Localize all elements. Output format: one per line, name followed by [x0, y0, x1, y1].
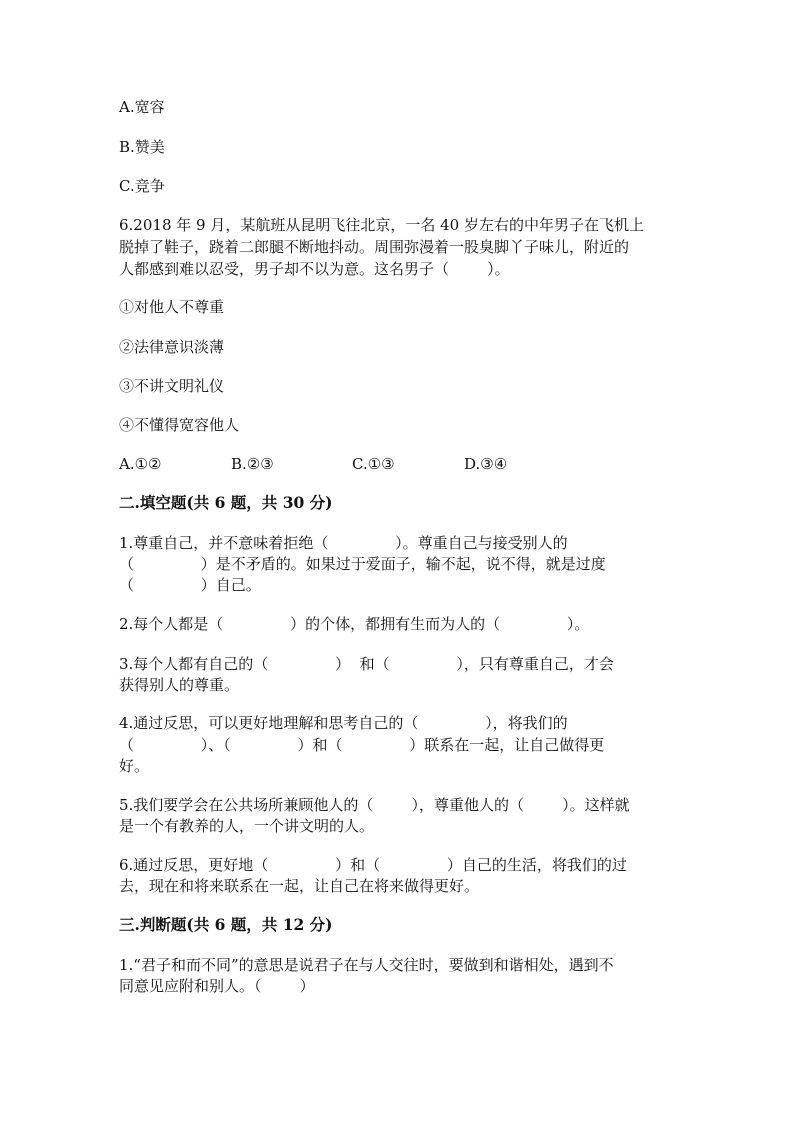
s2-q4-line2: （ ）、（ ）和（ ）联系在一起，让自己做得更: [119, 736, 605, 754]
s2-q1-line1: 1.尊重自己，并不意味着拒绝（ ）。尊重自己与接受别人的: [119, 534, 568, 552]
s2-q6-line2: 去，现在和将来联系在一起，让自己在将来做得更好。: [119, 877, 480, 895]
s2-q1-line2: （ ）是不矛盾的。如果过于爱面子，输不起，说不得，就是过度: [119, 555, 606, 573]
s2-q6-line1: 6.通过反思，更好地（ ）和（ ）自己的生活，将我们的过: [119, 856, 627, 874]
s2-q5-line2: 是一个有教养的人，一个讲文明的人。: [119, 817, 375, 835]
q6-item-1: ①对他人不尊重: [119, 298, 225, 316]
q6-stem-line1: 6.2018 年 9 月，某航班从昆明飞往北京，一名 40 岁左右的中年男子在飞机上: [119, 216, 644, 234]
s2-q3-line2: 获得别人的尊重。: [119, 676, 240, 694]
s2-q2-line1: 2.每个人都是（ ）的个体，都拥有生而为人的（ ）。: [119, 615, 590, 633]
q6-item-3: ③不讲文明礼仪: [119, 377, 225, 395]
q5-option-b: B.赞美: [119, 138, 165, 156]
s2-q1-line3: （ ）自己。: [119, 576, 261, 594]
q6-choice-a: A.①②: [119, 455, 162, 473]
s2-q4-line3: 好。: [119, 757, 150, 775]
s2-q4-line1: 4.通过反思，可以更好地理解和思考自己的（ ），将我们的: [119, 714, 568, 732]
q5-option-a: A.宽容: [119, 98, 165, 116]
q6-choices: [119, 454, 679, 474]
q6-choice-b: B.②③: [231, 455, 274, 473]
q6-choice-d: D.③④: [464, 455, 508, 473]
q6-stem-line3: 人都感到难以忍受，男子却不以为意。这名男子（ ）。: [119, 260, 510, 278]
q5-option-c: C.竞争: [119, 177, 165, 195]
s3-q1-line1: 1.“君子和而不同”的意思是说君子在与人交往时，要做到和谐相处，遇到不: [119, 956, 614, 974]
q6-item-2: ②法律意识淡薄: [119, 338, 225, 356]
q6-item-4: ④不懂得宽容他人: [119, 416, 240, 434]
section2-title: 二.填空题(共 6 题，共 30 分): [119, 493, 333, 512]
s2-q5-line1: 5.我们要学会在公共场所兼顾他人的（ ），尊重他人的（ ）。这样就: [119, 796, 630, 814]
s3-q1-line2: 同意见应附和别人。（ ）: [119, 977, 315, 995]
section3-title: 三.判断题(共 6 题，共 12 分): [119, 915, 333, 934]
q6-stem-line2: 脱掉了鞋子，跷着二郎腿不断地抖动。周围弥漫着一股臭脚丫子味儿，附近的: [119, 238, 630, 256]
s2-q3-line1: 3.每个人都有自己的（ ） 和（ ），只有尊重自己，才会: [119, 655, 614, 673]
q6-choice-c: C.①③: [352, 455, 395, 473]
